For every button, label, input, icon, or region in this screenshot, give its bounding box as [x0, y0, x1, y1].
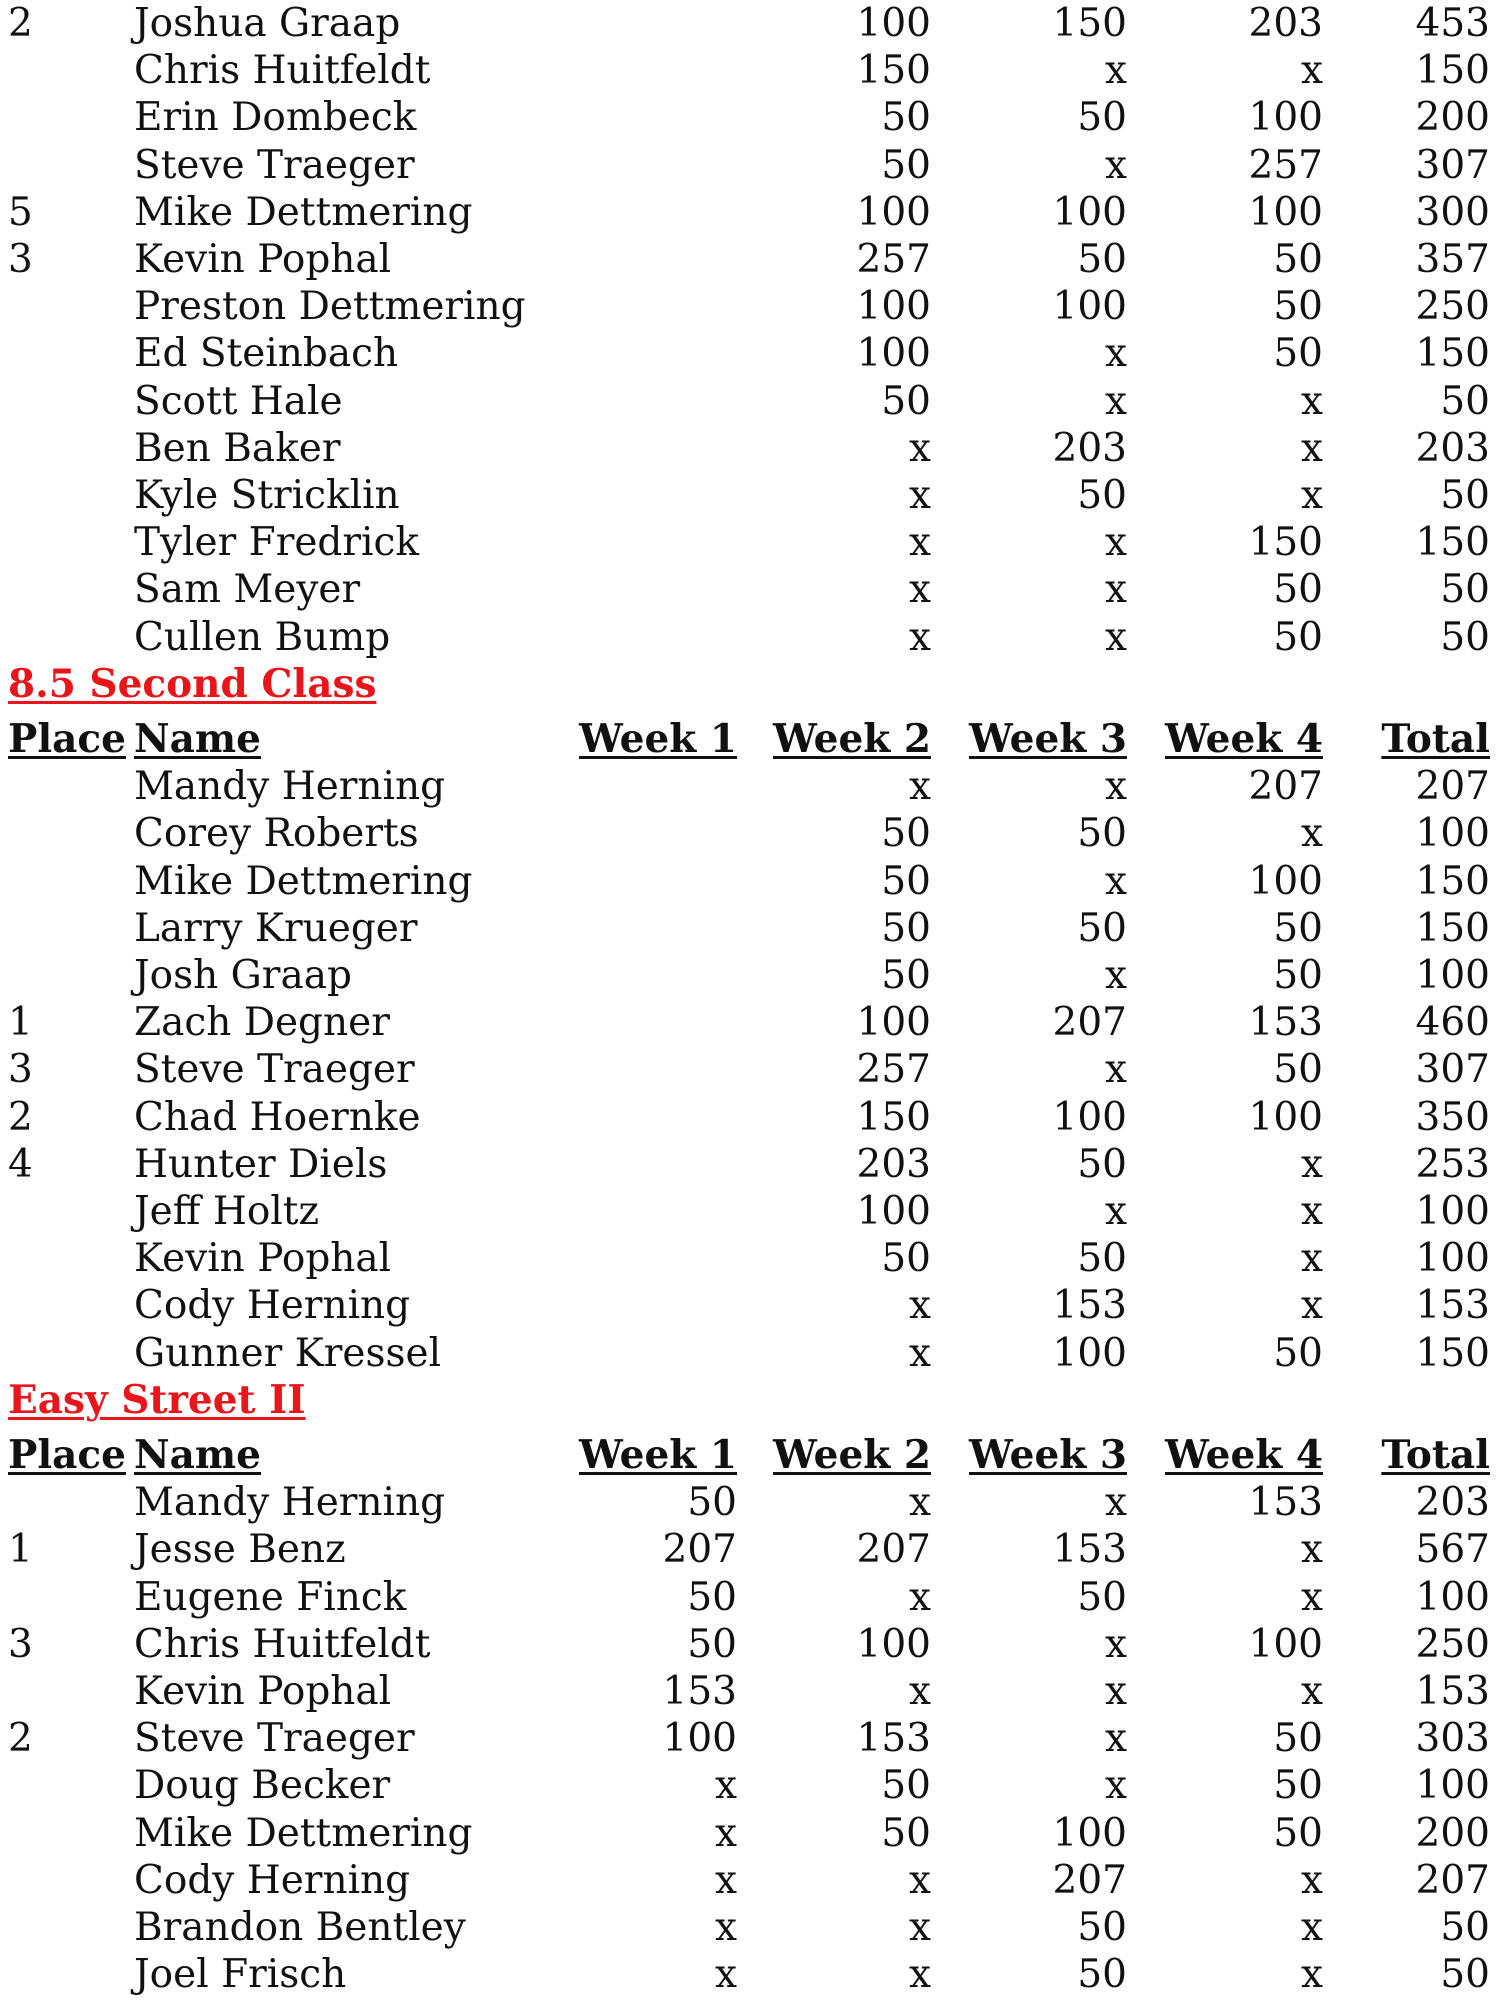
table-row — [0, 566, 1500, 613]
cell-place: 5 — [8, 189, 33, 235]
cell-name: Jesse Benz — [134, 1527, 346, 1573]
cell-week-2: x — [909, 1283, 931, 1329]
cell-week-3: 207 — [1052, 1857, 1127, 1903]
cell-week-2: x — [909, 1574, 931, 1620]
cell-total: 200 — [1415, 1810, 1490, 1856]
cell-name: Hunter Diels — [134, 1141, 388, 1187]
cell-total: 203 — [1415, 1480, 1490, 1526]
table-row — [0, 472, 1500, 519]
cell-week-2: 50 — [881, 905, 931, 951]
cell-week-3: 50 — [1077, 1574, 1127, 1620]
table-row — [0, 810, 1500, 857]
cell-name: Kevin Pophal — [134, 1236, 392, 1282]
table-row — [0, 283, 1500, 330]
table-row — [0, 1668, 1500, 1715]
cell-week-2: 100 — [856, 1, 931, 46]
cell-name: Mandy Herning — [134, 764, 446, 810]
cell-week-4: x — [1301, 473, 1323, 518]
cell-total: 150 — [1415, 331, 1490, 377]
cell-week-3: 100 — [1052, 1330, 1127, 1376]
cell-total: 153 — [1415, 1283, 1490, 1329]
table-row — [0, 1762, 1500, 1809]
cell-place: 2 — [8, 1, 33, 46]
cell-week-2: 100 — [856, 189, 931, 235]
cell-name: Corey Roberts — [134, 811, 419, 857]
cell-name: Steve Traeger — [134, 1047, 415, 1093]
header-total: Total — [1381, 1432, 1490, 1478]
cell-week-4: 50 — [1273, 331, 1323, 377]
cell-week-2: x — [909, 1857, 931, 1903]
cell-name: Eugene Finck — [134, 1574, 407, 1620]
cell-week-2: x — [909, 473, 931, 518]
table-row — [0, 189, 1500, 236]
table-row — [0, 1526, 1500, 1573]
table-row — [0, 1046, 1500, 1093]
cell-week-2: 150 — [856, 48, 931, 94]
cell-week-4: x — [1301, 1527, 1323, 1573]
table-row — [0, 858, 1500, 905]
cell-total: 150 — [1415, 520, 1490, 566]
cell-week-3: x — [1105, 520, 1127, 566]
cell-week-4: 207 — [1248, 764, 1323, 810]
cell-week-4: 150 — [1248, 520, 1323, 566]
cell-week-4: 153 — [1248, 1480, 1323, 1526]
header-place: Place — [8, 1432, 126, 1478]
table-row — [0, 519, 1500, 566]
cell-week-3: x — [1105, 614, 1127, 660]
cell-total: 307 — [1415, 142, 1490, 188]
cell-week-4: 50 — [1273, 1716, 1323, 1762]
cell-total: 250 — [1415, 1621, 1490, 1667]
cell-week-4: x — [1301, 1189, 1323, 1234]
cell-total: 460 — [1415, 1000, 1490, 1046]
cell-total: 307 — [1415, 1047, 1490, 1093]
cell-total: 203 — [1415, 425, 1490, 471]
cell-total: 150 — [1415, 48, 1490, 94]
cell-week-4: 50 — [1273, 1763, 1323, 1809]
cell-place: 4 — [8, 1141, 33, 1187]
cell-name: Chris Huitfeldt — [134, 1621, 431, 1667]
cell-week-3: x — [1105, 1480, 1127, 1526]
cell-name: Ben Baker — [134, 425, 341, 471]
cell-total: 100 — [1415, 953, 1490, 998]
cell-name: Gunner Kressel — [134, 1330, 442, 1376]
cell-week-4: 153 — [1248, 1000, 1323, 1046]
cell-total: 150 — [1415, 1330, 1490, 1376]
cell-week-3: x — [1105, 1669, 1127, 1714]
cell-week-4: x — [1301, 811, 1323, 857]
cell-week-2: 100 — [856, 1621, 931, 1667]
cell-week-3: x — [1105, 378, 1127, 424]
cell-total: 453 — [1415, 1, 1490, 46]
table-row — [0, 1574, 1500, 1621]
table-row — [0, 905, 1500, 952]
cell-week-2: 50 — [881, 95, 931, 141]
cell-week-2: x — [909, 520, 931, 566]
cell-name: Cullen Bump — [134, 614, 391, 660]
cell-total: 50 — [1440, 1905, 1490, 1950]
cell-total: 100 — [1415, 1763, 1490, 1809]
cell-week-2: x — [909, 1952, 931, 1998]
cell-week-2: 203 — [856, 1141, 931, 1187]
cell-week-3: x — [1105, 1621, 1127, 1667]
cell-week-3: 50 — [1077, 1141, 1127, 1187]
cell-week-4: x — [1301, 1905, 1323, 1950]
cell-name: Mike Dettmering — [134, 858, 473, 904]
cell-total: 567 — [1415, 1527, 1490, 1573]
cell-week-4: 50 — [1273, 1330, 1323, 1376]
cell-week-2: 100 — [856, 1189, 931, 1234]
table-row — [0, 94, 1500, 141]
cell-total: 100 — [1415, 811, 1490, 857]
cell-name: Jeff Holtz — [134, 1189, 320, 1234]
header-week-2: Week 2 — [773, 1432, 931, 1478]
cell-place: 3 — [8, 237, 33, 282]
cell-week-2: 257 — [856, 237, 931, 282]
cell-week-3: 50 — [1077, 237, 1127, 282]
cell-week-3: x — [1105, 953, 1127, 998]
cell-name: Kyle Stricklin — [134, 473, 400, 518]
cell-week-1: 50 — [687, 1621, 737, 1667]
cell-week-3: x — [1105, 1047, 1127, 1093]
cell-week-1: x — [715, 1857, 737, 1903]
header-week-2: Week 2 — [773, 716, 931, 762]
section-title: 8.5 Second Class — [8, 660, 377, 707]
cell-week-1: x — [715, 1810, 737, 1856]
cell-total: 253 — [1415, 1141, 1490, 1187]
cell-name: Steve Traeger — [134, 142, 415, 188]
cell-week-2: 50 — [881, 858, 931, 904]
table-row — [0, 142, 1500, 189]
cell-week-2: x — [909, 1330, 931, 1376]
table-row — [0, 1904, 1500, 1951]
cell-week-3: x — [1105, 48, 1127, 94]
cell-week-3: x — [1105, 858, 1127, 904]
cell-total: 100 — [1415, 1574, 1490, 1620]
cell-week-4: x — [1301, 1141, 1323, 1187]
cell-name: Kevin Pophal — [134, 1669, 392, 1714]
cell-week-2: 150 — [856, 1094, 931, 1140]
cell-week-1: 207 — [662, 1527, 737, 1573]
cell-week-4: x — [1301, 378, 1323, 424]
cell-place: 2 — [8, 1716, 33, 1762]
table-row — [0, 952, 1500, 999]
cell-total: 100 — [1415, 1189, 1490, 1234]
cell-week-3: x — [1105, 1716, 1127, 1762]
cell-week-2: 50 — [881, 1236, 931, 1282]
table-row — [0, 1141, 1500, 1188]
cell-week-3: x — [1105, 331, 1127, 377]
cell-name: Brandon Bentley — [134, 1905, 466, 1950]
cell-total: 200 — [1415, 95, 1490, 141]
cell-week-3: x — [1105, 142, 1127, 188]
cell-week-4: x — [1301, 1574, 1323, 1620]
cell-total: 350 — [1415, 1094, 1490, 1140]
cell-name: Kevin Pophal — [134, 237, 392, 282]
cell-week-2: 50 — [881, 142, 931, 188]
cell-week-1: x — [715, 1952, 737, 1998]
cell-name: Steve Traeger — [134, 1716, 415, 1762]
cell-name: Josh Graap — [134, 953, 352, 998]
cell-name: Erin Dombeck — [134, 95, 417, 141]
cell-total: 153 — [1415, 1669, 1490, 1714]
cell-week-4: 257 — [1248, 142, 1323, 188]
table-row — [0, 1621, 1500, 1668]
cell-total: 50 — [1440, 1952, 1490, 1998]
cell-week-4: 50 — [1273, 567, 1323, 613]
header-place: Place — [8, 716, 126, 762]
cell-total: 50 — [1440, 473, 1490, 518]
cell-week-4: 50 — [1273, 905, 1323, 951]
cell-week-4: 50 — [1273, 614, 1323, 660]
cell-total: 50 — [1440, 567, 1490, 613]
header-week-4: Week 4 — [1165, 1432, 1323, 1478]
cell-total: 50 — [1440, 614, 1490, 660]
cell-week-1: 100 — [662, 1716, 737, 1762]
cell-week-4: 50 — [1273, 953, 1323, 998]
cell-name: Scott Hale — [134, 378, 343, 424]
cell-place: 3 — [8, 1621, 33, 1667]
cell-week-3: 153 — [1052, 1283, 1127, 1329]
cell-week-3: 150 — [1052, 1, 1127, 46]
cell-total: 100 — [1415, 1236, 1490, 1282]
cell-week-3: 50 — [1077, 95, 1127, 141]
table-row — [0, 47, 1500, 94]
header-name: Name — [134, 1432, 261, 1478]
table-row — [0, 1951, 1500, 1998]
cell-week-2: x — [909, 1669, 931, 1714]
header-week-4: Week 4 — [1165, 716, 1323, 762]
cell-week-3: 100 — [1052, 1810, 1127, 1856]
cell-week-3: 50 — [1077, 905, 1127, 951]
cell-week-1: x — [715, 1763, 737, 1809]
cell-week-4: x — [1301, 48, 1323, 94]
cell-week-3: 50 — [1077, 1236, 1127, 1282]
cell-week-3: 100 — [1052, 1094, 1127, 1140]
cell-week-3: 100 — [1052, 189, 1127, 235]
cell-week-4: 50 — [1273, 1810, 1323, 1856]
header-total: Total — [1381, 716, 1490, 762]
cell-name: Joshua Graap — [134, 1, 401, 46]
cell-total: 150 — [1415, 858, 1490, 904]
table-row — [0, 999, 1500, 1046]
cell-week-3: 100 — [1052, 284, 1127, 330]
cell-name: Mike Dettmering — [134, 1810, 473, 1856]
table-header-row — [0, 716, 1500, 763]
table-row — [0, 614, 1500, 661]
table-row — [0, 330, 1500, 377]
cell-week-4: x — [1301, 1283, 1323, 1329]
cell-week-2: 50 — [881, 378, 931, 424]
cell-week-2: 153 — [856, 1716, 931, 1762]
header-week-3: Week 3 — [969, 716, 1127, 762]
header-week-1: Week 1 — [579, 1432, 737, 1478]
cell-week-2: x — [909, 1905, 931, 1950]
table-row — [0, 1188, 1500, 1235]
table-row — [0, 378, 1500, 425]
cell-name: Doug Becker — [134, 1763, 391, 1809]
cell-week-2: 100 — [856, 284, 931, 330]
table-row — [0, 1479, 1500, 1526]
header-week-1: Week 1 — [579, 716, 737, 762]
cell-week-1: x — [715, 1905, 737, 1950]
table-header-row — [0, 1432, 1500, 1479]
cell-week-3: 50 — [1077, 811, 1127, 857]
cell-name: Ed Steinbach — [134, 331, 399, 377]
cell-week-2: 207 — [856, 1527, 931, 1573]
cell-name: Preston Dettmering — [134, 284, 526, 330]
cell-week-3: x — [1105, 1763, 1127, 1809]
cell-week-2: 257 — [856, 1047, 931, 1093]
cell-week-3: 50 — [1077, 1952, 1127, 1998]
cell-week-4: 100 — [1248, 95, 1323, 141]
table-row — [0, 1715, 1500, 1762]
cell-week-2: 50 — [881, 1763, 931, 1809]
cell-name: Cody Herning — [134, 1283, 411, 1329]
header-week-3: Week 3 — [969, 1432, 1127, 1478]
cell-place: 1 — [8, 1000, 33, 1046]
cell-week-4: 50 — [1273, 284, 1323, 330]
cell-name: Mike Dettmering — [134, 189, 473, 235]
cell-week-4: 100 — [1248, 1094, 1323, 1140]
table-row — [0, 1810, 1500, 1857]
cell-name: Mandy Herning — [134, 1480, 446, 1526]
cell-week-3: 50 — [1077, 1905, 1127, 1950]
cell-week-3: 50 — [1077, 473, 1127, 518]
table-row — [0, 1235, 1500, 1282]
cell-week-3: 207 — [1052, 1000, 1127, 1046]
table-row — [0, 1282, 1500, 1329]
cell-week-4: x — [1301, 1952, 1323, 1998]
cell-week-4: 100 — [1248, 189, 1323, 235]
table-row — [0, 1330, 1500, 1377]
cell-place: 3 — [8, 1047, 33, 1093]
cell-week-1: 50 — [687, 1574, 737, 1620]
table-row — [0, 763, 1500, 810]
cell-week-4: 100 — [1248, 1621, 1323, 1667]
cell-week-4: x — [1301, 1236, 1323, 1282]
cell-week-1: 153 — [662, 1669, 737, 1714]
cell-week-3: x — [1105, 567, 1127, 613]
table-row — [0, 1857, 1500, 1904]
header-name: Name — [134, 716, 261, 762]
cell-name: Tyler Fredrick — [134, 520, 419, 566]
cell-week-4: 50 — [1273, 1047, 1323, 1093]
cell-week-2: x — [909, 764, 931, 810]
cell-week-4: x — [1301, 425, 1323, 471]
cell-name: Chad Hoernke — [134, 1094, 421, 1140]
cell-week-3: x — [1105, 764, 1127, 810]
cell-week-4: 203 — [1248, 1, 1323, 46]
cell-week-1: 50 — [687, 1480, 737, 1526]
table-row — [0, 1094, 1500, 1141]
cell-week-2: 50 — [881, 953, 931, 998]
cell-total: 207 — [1415, 1857, 1490, 1903]
table-row — [0, 425, 1500, 472]
cell-week-2: 100 — [856, 331, 931, 377]
cell-week-2: x — [909, 614, 931, 660]
cell-name: Joel Frisch — [134, 1952, 347, 1998]
table-row — [0, 0, 1500, 47]
cell-week-3: x — [1105, 1189, 1127, 1234]
cell-week-3: 153 — [1052, 1527, 1127, 1573]
cell-name: Zach Degner — [134, 1000, 390, 1046]
cell-name: Sam Meyer — [134, 567, 361, 613]
cell-week-4: 50 — [1273, 237, 1323, 282]
cell-total: 357 — [1415, 237, 1490, 282]
cell-place: 1 — [8, 1527, 33, 1573]
cell-total: 50 — [1440, 378, 1490, 424]
table-row — [0, 236, 1500, 283]
cell-name: Cody Herning — [134, 1857, 411, 1903]
cell-name: Larry Krueger — [134, 905, 418, 951]
cell-total: 250 — [1415, 284, 1490, 330]
cell-week-4: x — [1301, 1857, 1323, 1903]
cell-week-2: 50 — [881, 811, 931, 857]
cell-week-4: 100 — [1248, 858, 1323, 904]
cell-week-2: x — [909, 425, 931, 471]
cell-week-3: 203 — [1052, 425, 1127, 471]
cell-name: Chris Huitfeldt — [134, 48, 431, 94]
cell-place: 2 — [8, 1094, 33, 1140]
cell-total: 207 — [1415, 764, 1490, 810]
cell-week-4: x — [1301, 1669, 1323, 1714]
cell-total: 300 — [1415, 189, 1490, 235]
cell-week-2: 50 — [881, 1810, 931, 1856]
cell-week-2: 100 — [856, 1000, 931, 1046]
cell-week-2: x — [909, 567, 931, 613]
cell-week-2: x — [909, 1480, 931, 1526]
cell-total: 303 — [1415, 1716, 1490, 1762]
cell-total: 150 — [1415, 905, 1490, 951]
section-title: Easy Street II — [8, 1376, 306, 1423]
